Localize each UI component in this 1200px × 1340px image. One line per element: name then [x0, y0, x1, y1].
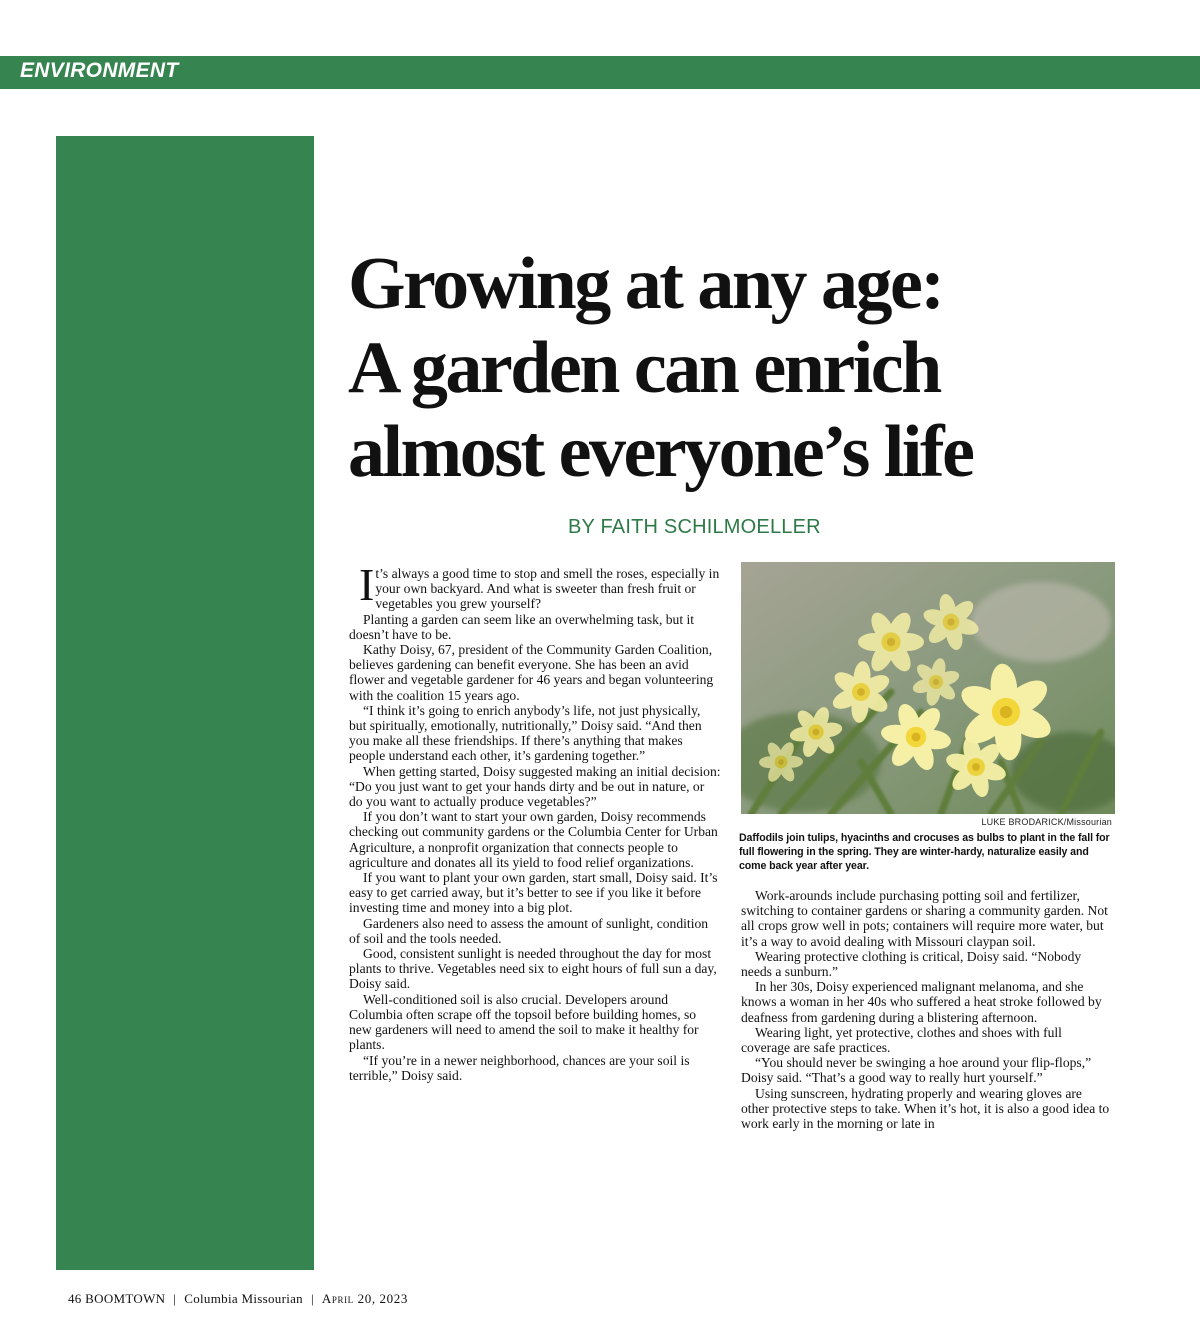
article-paragraph: Kathy Doisy, 67, president of the Community Garden Coalition, believes gardening can benefit everyone. She has been an avid flower and vegetable gardener for 46 years and began volunteering with the coalition 15 years ago. [349, 642, 714, 703]
article-paragraph: If you want to plant your own garden, start small, Doisy said. It’s easy to get carried away, but it’s better to see if you like it before investing time and money into a big plot. [349, 870, 718, 916]
photo-credit: LUKE BRODARICK/Missourian [981, 817, 1112, 827]
article-paragraph: Work-arounds include purchasing potting soil and fertilizer, switching to container gardens or sharing a community garden. Not all crops grow well in pots; containers will require more water, but it’s a way to avoid dealing with Missouri claypan soil. [741, 888, 1108, 949]
daffodil-photo [741, 562, 1115, 814]
publication-date: April 20, 2023 [321, 1291, 408, 1306]
article-paragraph: It’s always a good time to stop and smell the roses, especially in your own backyard. And what is sweeter than fresh fruit or vegetables you grew yourself? [359, 559, 720, 612]
article-paragraph: Well-conditioned soil is also crucial. Developers around Columbia often scrape off the topsoil before building homes, so new gardeners will need to amend the soil to make it healthy for plants. [349, 991, 699, 1053]
publication-name: BOOMTOWN [85, 1291, 166, 1306]
photo-caption: Daffodils join tulips, hyacinths and crocuses as bulbs to plant in the fall for full flowering in the spring. They are winter-hardy, naturalize easily and come back year after year. [739, 832, 1110, 872]
article-column-2 [741, 888, 1113, 1131]
article-paragraph: Wearing light, yet protective, clothes and shoes with full coverage are safe practices. [741, 1024, 1062, 1056]
page-footer: 46 BOOMTOWN | Columbia Missourian | April 20, 2023 [68, 1291, 408, 1306]
drop-cap: I [359, 559, 375, 610]
section-banner [0, 56, 1200, 89]
page-number: 46 [68, 1291, 82, 1306]
article-paragraph: Gardeners also need to assess the amount of sunlight, condition of soil and the tools needed. [349, 915, 709, 946]
article-paragraph: “If you’re in a newer neighborhood, chances are your soil is terrible,” Doisy said. [349, 1052, 690, 1083]
article-paragraph: In her 30s, Doisy experienced malignant melanoma, and she knows a woman in her 40s who suffered a heat stroke followed by deafness from gardening during a blistering afternoon. [741, 979, 1102, 1025]
headline-line: A garden can enrich [348, 327, 940, 409]
article-paragraph: “You should never be swinging a hoe around your flip-flops,” Doisy said. “That’s a good way to really hurt yourself.” [741, 1055, 1092, 1086]
newspaper-name: Columbia Missourian [184, 1291, 303, 1306]
article-paragraph: “I think it’s going to enrich anybody’s life, not just physically, but spiritually, emotionally, nutritionally,” Doisy said. “And then you make all these friendships. If there’s anything that makes people understand each other, it’s gardening together.” [349, 702, 702, 764]
article-paragraph: Good, consistent sunlight is needed throughout the day for most plants to thrive. Vegetables need six to eight hours of full sun a day, Doisy said. [349, 946, 717, 992]
daffodil-illustration [741, 562, 1115, 814]
headline-line: almost everyone’s life [348, 411, 973, 493]
byline: BY FAITH SCHILMOELLER [568, 516, 821, 538]
article-paragraph: Using sunscreen, hydrating properly and wearing gloves are other protective steps to take. When it’s hot, it is also a good idea to work early in the morning or late in [741, 1085, 1110, 1132]
article-paragraph: Planting a garden can seem like an overwhelming task, but it doesn’t have to be. [349, 611, 695, 642]
article-paragraph: Wearing protective clothing is critical, Doisy said. “Nobody needs a sunburn.” [741, 948, 1082, 980]
headline-line: Growing at any age: [348, 243, 943, 325]
article-paragraph: If you don’t want to start your own garden, Doisy recommends checking out community gardens or the Columbia Center for Urban Agriculture, a nonprofit organization that connects people to agriculture and donates all its yield to food relief organizations. [349, 809, 718, 870]
headline [348, 242, 1068, 494]
article-paragraph: When getting started, Doisy suggested making an initial decision: “Do you just want to get your hands dirty and be out in nature, or do you want to actually produce vegetables?” [349, 763, 721, 810]
section-label: ENVIRONMENT [20, 59, 179, 82]
decorative-green-panel [56, 136, 314, 1270]
article-column-1 [349, 559, 721, 1083]
